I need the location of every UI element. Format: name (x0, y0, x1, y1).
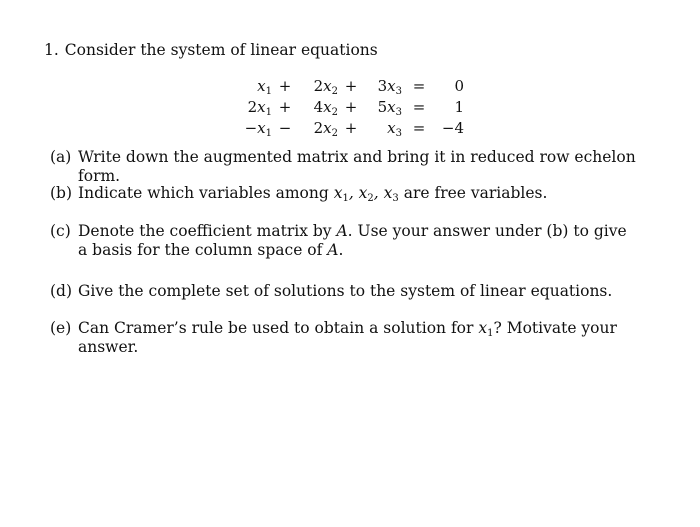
variable: $x_1$ (478, 319, 494, 339)
term-3: $5x_3$ (377, 98, 402, 118)
problem-header (44, 40, 378, 60)
question-part-b (50, 184, 638, 203)
variable-list: $x_1$, $x_2$, $x_3$ (333, 184, 399, 204)
operator: + (278, 98, 292, 116)
part-text: Write down the augmented matrix and bring it in reduced row echelon form. (78, 148, 636, 185)
operator: + (344, 119, 358, 137)
term-1: $2x_1$ (247, 98, 272, 118)
operator: + (344, 98, 358, 116)
question-part-c (50, 222, 638, 260)
part-label: (e) (50, 319, 72, 337)
operator: + (344, 77, 358, 95)
part-text: Denote the coefficient matrix by A. Use your answer under (b) to give a basis for the column space of A. (78, 222, 627, 259)
term-3: $x_3$ (387, 119, 402, 139)
part-text: Indicate which variables among $x_1$, $x_2$, $x_3$ are free variables. (78, 184, 548, 204)
part-label: (a) (50, 148, 72, 166)
term-2: $2x_2$ (313, 119, 338, 139)
part-label: (b) (50, 184, 73, 202)
part-label: (c) (50, 222, 71, 240)
operator: + (278, 77, 292, 95)
equals-sign: = (412, 98, 426, 116)
equals-sign: = (412, 77, 426, 95)
question-part-e (50, 319, 638, 357)
right-hand-side: 0 (454, 77, 464, 95)
term-2: $4x_2$ (313, 98, 338, 118)
problem-number: 1. (44, 41, 59, 59)
matrix-symbol: A (327, 241, 339, 259)
term-1: $-x_1$ (244, 119, 272, 139)
right-hand-side: 1 (454, 98, 464, 116)
matrix-symbol: A (336, 222, 348, 240)
question-part-d (50, 282, 638, 301)
equals-sign: = (412, 119, 426, 137)
problem-intro: Consider the system of linear equations (64, 41, 378, 59)
question-part-a (50, 148, 638, 186)
term-2: $2x_2$ (313, 77, 338, 97)
right-hand-side: −4 (441, 119, 464, 137)
part-text: Can Cramer’s rule be used to obtain a solution for $x_1$? Motivate your answer. (78, 319, 617, 356)
term-1: $x_1$ (257, 77, 272, 97)
part-label: (d) (50, 282, 73, 300)
term-3: $3x_3$ (377, 77, 402, 97)
operator: − (278, 119, 292, 137)
part-text: Give the complete set of solutions to the system of linear equations. (78, 282, 613, 300)
